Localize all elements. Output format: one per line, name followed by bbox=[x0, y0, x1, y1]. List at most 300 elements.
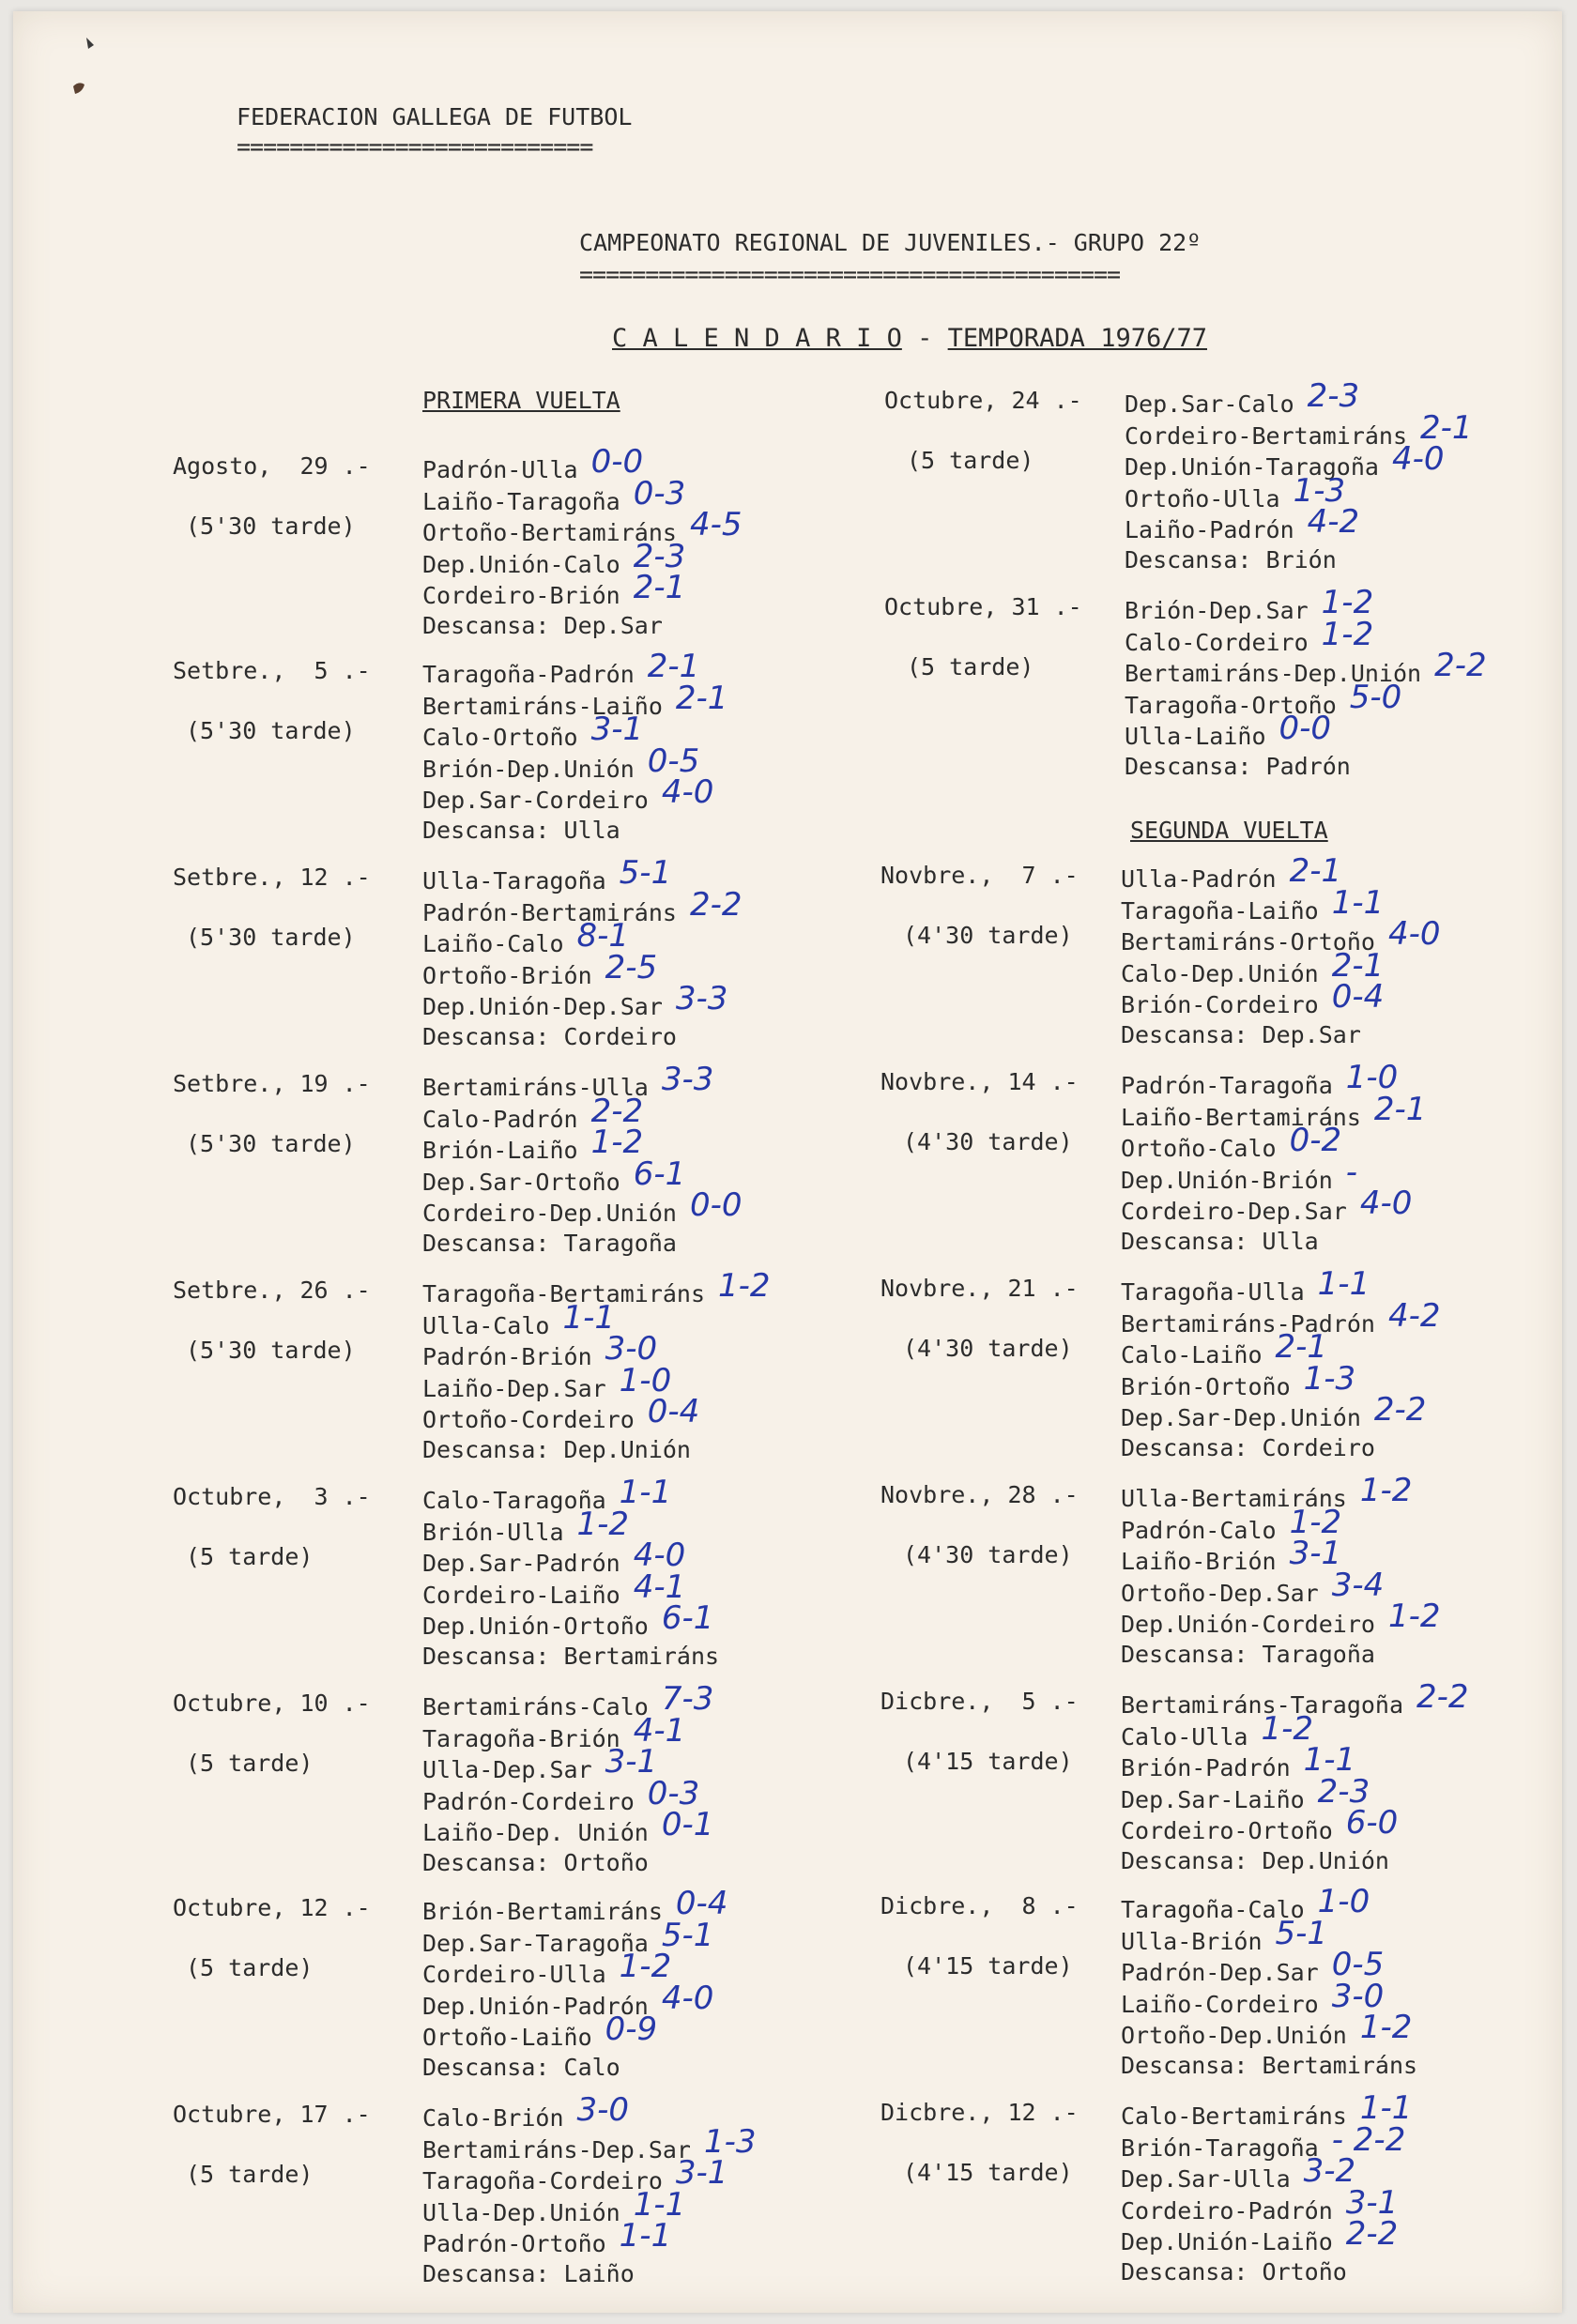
match-list bbox=[422, 1061, 743, 1260]
match-line bbox=[422, 1330, 771, 1371]
match-line bbox=[1121, 1709, 1469, 1751]
match-line bbox=[422, 980, 742, 1021]
match-line bbox=[422, 1361, 771, 1403]
round-date: Octubre, 31 .- bbox=[884, 593, 1082, 620]
kickoff-time: (5 tarde) bbox=[186, 1543, 314, 1570]
match-line bbox=[422, 537, 742, 579]
match-teams: Taragoña-Padrón bbox=[422, 661, 635, 688]
match-line bbox=[422, 679, 728, 721]
match-line bbox=[1121, 1122, 1426, 1163]
handwritten-score: 3-3 bbox=[675, 980, 728, 1018]
handwritten-score: 4-0 bbox=[1387, 915, 1441, 954]
handwritten-score: 2-2 bbox=[1345, 2215, 1399, 2254]
match-teams: Ulla-Dep.Unión bbox=[422, 2198, 620, 2226]
handwritten-score: 0-0 bbox=[1278, 710, 1332, 748]
match-list bbox=[1125, 584, 1487, 783]
handwritten-score: 1-1 bbox=[619, 2217, 672, 2255]
round-date: Octubre, 17 .- bbox=[173, 2101, 371, 2128]
handwritten-score: 5-1 bbox=[1275, 1914, 1328, 1952]
match-line bbox=[422, 2011, 727, 2052]
rest-team-label: Descansa: Ortoño bbox=[422, 1848, 649, 1876]
match-line bbox=[1121, 1741, 1469, 1782]
match-line bbox=[422, 1711, 713, 1753]
match-list bbox=[1121, 1472, 1441, 1671]
handwritten-score: 2-1 bbox=[1275, 1328, 1328, 1367]
handwritten-score: 1-2 bbox=[1321, 615, 1374, 653]
match-line bbox=[422, 569, 742, 610]
handwritten-score: 1-1 bbox=[633, 2185, 686, 2224]
round-date: Novbre., 28 .- bbox=[880, 1481, 1079, 1508]
rest-team-label: Descansa: Cordeiro bbox=[1121, 1433, 1375, 1461]
kickoff-time: (5 tarde) bbox=[907, 653, 1034, 680]
match-teams: Bertamiráns-Ortoño bbox=[1121, 928, 1375, 956]
handwritten-score: 2-2 bbox=[1416, 1678, 1469, 1716]
round-date: Agosto, 29 .- bbox=[173, 452, 371, 480]
handwritten-score: 2-3 bbox=[1307, 377, 1360, 415]
rest-team-line bbox=[422, 1847, 713, 1879]
rest-team-label: Descansa: Cordeiro bbox=[422, 1022, 677, 1050]
handwritten-score: 4-5 bbox=[689, 506, 743, 544]
handwritten-score: 3-4 bbox=[1331, 1566, 1385, 1604]
match-list bbox=[422, 854, 743, 1053]
match-teams: Ulla-Taragoña bbox=[422, 867, 606, 894]
handwritten-score: 1-2 bbox=[1359, 2009, 1413, 2047]
kickoff-time: (5'30 tarde) bbox=[186, 1337, 356, 1364]
rest-team-label: Descansa: Ulla bbox=[422, 816, 620, 844]
kickoff-time: (5'30 tarde) bbox=[186, 1130, 356, 1157]
handwritten-score: - 2-2 bbox=[1331, 2120, 1406, 2159]
match-teams: Laiño-Dep.Sar bbox=[422, 1374, 606, 1402]
rest-team-line bbox=[1121, 1226, 1426, 1258]
kickoff-time: (5'30 tarde) bbox=[186, 717, 356, 744]
kickoff-time: (4'30 tarde) bbox=[903, 1541, 1073, 1568]
match-teams: Ulla-Dep.Sar bbox=[422, 1756, 592, 1784]
handwritten-score: 1-2 bbox=[1359, 1472, 1413, 1509]
match-line bbox=[1125, 503, 1473, 544]
match-line bbox=[1121, 1185, 1426, 1226]
match-teams: Cordeiro-Ortoño bbox=[1121, 1817, 1333, 1845]
handwritten-score: 1-3 bbox=[703, 2122, 757, 2161]
handwritten-score: 1-3 bbox=[1303, 1359, 1356, 1398]
rest-team-label: Descansa: Dep.Sar bbox=[422, 611, 663, 639]
handwritten-score: 8-1 bbox=[576, 917, 630, 956]
rest-team-line bbox=[1121, 2050, 1417, 2082]
match-teams: Bertamiráns-Padrón bbox=[1121, 1309, 1375, 1338]
round-date: Setbre., 12 .- bbox=[173, 864, 371, 891]
match-teams: Dep.Sar-Laiño bbox=[1121, 1785, 1305, 1813]
round-date: Dicbre., 8 .- bbox=[880, 1892, 1079, 1919]
rest-team-line bbox=[422, 1021, 742, 1053]
rest-team-label: Descansa: Dep.Unión bbox=[1121, 1846, 1389, 1874]
document-page bbox=[13, 11, 1562, 2313]
match-teams: Padrón-Ortoño bbox=[422, 2230, 606, 2258]
match-teams: Calo-Taragoña bbox=[422, 1487, 606, 1514]
rest-team-line bbox=[1121, 1639, 1440, 1671]
match-line bbox=[1121, 1503, 1440, 1545]
championship-title: CAMPEONATO REGIONAL DE JUVENILES.- GRUPO 22º bbox=[579, 229, 1202, 256]
match-teams: Calo-Padrón bbox=[422, 1105, 578, 1133]
match-list bbox=[1121, 1265, 1441, 1464]
match-teams: Calo-Dep.Unión bbox=[1121, 959, 1319, 987]
match-line bbox=[1121, 915, 1441, 956]
handwritten-score: 1-2 bbox=[718, 1267, 771, 1305]
match-line bbox=[1121, 1883, 1417, 1924]
handwritten-score: 3-3 bbox=[661, 1061, 714, 1098]
handwritten-score: 1-2 bbox=[1261, 1709, 1314, 1748]
match-teams: Calo-Ulla bbox=[1121, 1722, 1248, 1751]
handwritten-score: 2-2 bbox=[590, 1092, 644, 1130]
rest-team-label: Descansa: Ulla bbox=[1121, 1227, 1319, 1255]
handwritten-score: 0-1 bbox=[661, 1806, 714, 1844]
rest-team-line bbox=[1121, 2256, 1412, 2288]
handwritten-score: 3-1 bbox=[605, 1743, 658, 1781]
match-line bbox=[1121, 1328, 1440, 1369]
match-teams: Cordeiro-Laiño bbox=[422, 1581, 620, 1609]
handwritten-score: 2-5 bbox=[605, 948, 658, 986]
handwritten-score: 0-2 bbox=[1289, 1122, 1342, 1160]
round-date: Octubre, 10 .- bbox=[173, 1689, 371, 1717]
round-date: Dicbre., 5 .- bbox=[880, 1688, 1079, 1715]
handwritten-score: 1-1 bbox=[619, 1474, 672, 1511]
handwritten-score: 2-1 bbox=[1289, 852, 1342, 890]
rest-team-label: Descansa: Taragoña bbox=[1121, 1640, 1375, 1668]
match-teams: Laiño-Dep. Unión bbox=[422, 1819, 649, 1847]
rest-team-line bbox=[422, 2258, 757, 2290]
match-line bbox=[1125, 584, 1487, 625]
kickoff-time: (4'15 tarde) bbox=[903, 1748, 1073, 1775]
rest-team-label: Descansa: Taragoña bbox=[422, 1229, 677, 1257]
calendar-heading bbox=[612, 324, 1207, 353]
match-list bbox=[422, 1474, 720, 1673]
handwritten-score: 2-2 bbox=[689, 885, 743, 924]
rest-team-line bbox=[1121, 1432, 1440, 1464]
match-teams: Ortoño-Dep.Unión bbox=[1121, 2022, 1347, 2050]
match-teams: Dep.Sar-Ortoño bbox=[422, 1168, 620, 1196]
match-teams: Brión-Ortoño bbox=[1121, 1372, 1291, 1400]
match-teams: Brión-Bertamiráns bbox=[422, 1898, 663, 1925]
match-list bbox=[422, 1267, 771, 1466]
handwritten-score: 2-1 bbox=[675, 679, 728, 717]
match-list bbox=[1125, 377, 1473, 576]
match-line bbox=[422, 1916, 727, 1958]
match-teams: Ulla-Bertamiráns bbox=[1121, 1485, 1347, 1512]
match-teams: Calo-Laiño bbox=[1121, 1341, 1263, 1369]
match-teams: Taragoña-Ulla bbox=[1121, 1278, 1305, 1306]
match-teams: Dep.Unión-Cordeiro bbox=[1121, 1611, 1375, 1639]
match-teams: Brión-Laiño bbox=[422, 1137, 578, 1165]
match-list bbox=[1121, 2089, 1413, 2288]
match-line bbox=[422, 1474, 719, 1515]
handwritten-score: 1-1 bbox=[562, 1298, 616, 1337]
match-line bbox=[1121, 2120, 1412, 2163]
match-list bbox=[422, 1885, 728, 2084]
round-date: Novbre., 7 .- bbox=[880, 862, 1079, 889]
handwritten-score: 4-2 bbox=[1387, 1296, 1441, 1335]
handwritten-score: 2-1 bbox=[647, 648, 700, 685]
kickoff-time: (5'30 tarde) bbox=[186, 924, 356, 951]
match-teams: Dep.Unión-Dep.Sar bbox=[422, 993, 663, 1021]
handwritten-score: 4-0 bbox=[661, 773, 714, 812]
handwritten-score: 0-0 bbox=[689, 1186, 743, 1225]
match-teams: Taragoña-Brión bbox=[422, 1724, 620, 1752]
handwritten-score: 6-0 bbox=[1345, 1804, 1399, 1842]
match-teams: Bertamiráns-Taragoña bbox=[1121, 1691, 1404, 1719]
match-list bbox=[422, 1680, 714, 1879]
handwritten-score: 1-0 bbox=[1317, 1883, 1370, 1920]
match-line bbox=[1125, 647, 1487, 688]
match-teams: Dep.Sar-Cordeiro bbox=[422, 787, 649, 815]
match-teams: Bertamiráns-Dep.Sar bbox=[422, 2135, 691, 2163]
handwritten-score: 2-1 bbox=[633, 569, 686, 607]
match-line bbox=[1121, 1772, 1469, 1814]
match-line bbox=[422, 1298, 771, 1340]
handwritten-score: 0-4 bbox=[1331, 978, 1385, 1017]
kickoff-time: (5'30 tarde) bbox=[186, 512, 356, 540]
federation-name: FEDERACION GALLEGA DE FUTBOL bbox=[237, 103, 633, 130]
match-teams: Laiño-Bertamiráns bbox=[1121, 1103, 1361, 1131]
round-date: Dicbre., 12 .- bbox=[880, 2099, 1079, 2126]
match-list bbox=[1121, 1678, 1469, 1877]
round-date: Octubre, 3 .- bbox=[173, 1483, 371, 1510]
rest-team-label: Descansa: Dep.Unión bbox=[422, 1435, 691, 1463]
match-list bbox=[1121, 1059, 1427, 1258]
match-teams: Ortoño-Ulla bbox=[1125, 484, 1280, 512]
match-teams: Bertamiráns-Dep.Unión bbox=[1125, 660, 1422, 688]
match-list bbox=[422, 443, 743, 642]
handwritten-score: 0-5 bbox=[1331, 1946, 1385, 1984]
match-line bbox=[1121, 1472, 1440, 1513]
handwritten-score: 0-4 bbox=[647, 1393, 700, 1431]
handwritten-score: 7-3 bbox=[661, 1680, 714, 1718]
match-teams: Laiño-Padrón bbox=[1125, 516, 1294, 544]
rest-team-label: Descansa: Laiño bbox=[422, 2259, 635, 2287]
rest-team-line bbox=[1125, 544, 1473, 576]
rest-team-line bbox=[1121, 1845, 1469, 1877]
match-teams: Calo-Ortoño bbox=[422, 724, 578, 752]
match-line bbox=[422, 1393, 771, 1434]
handwritten-score: 0-5 bbox=[647, 742, 700, 780]
round-date: Setbre., 26 .- bbox=[173, 1277, 371, 1304]
match-teams: Calo-Bertamiráns bbox=[1121, 2102, 1347, 2130]
handwritten-score: 0-0 bbox=[590, 443, 644, 481]
match-teams: Dep.Unión-Laiño bbox=[1121, 2228, 1333, 2256]
match-line bbox=[1125, 615, 1487, 657]
match-teams: Ortoño-Cordeiro bbox=[422, 1406, 635, 1434]
match-teams: Ulla-Padrón bbox=[1121, 865, 1277, 893]
handwritten-score: 6-1 bbox=[661, 1599, 714, 1638]
match-teams: Brión-Padrón bbox=[1121, 1754, 1291, 1782]
rest-team-label: Descansa: Calo bbox=[422, 2053, 620, 2081]
handwritten-score: 1-1 bbox=[1331, 883, 1385, 922]
round-date: Octubre, 24 .- bbox=[884, 387, 1082, 414]
match-list bbox=[1121, 852, 1441, 1051]
match-teams: Bertamiráns-Calo bbox=[422, 1693, 649, 1720]
match-teams: Taragoña-Calo bbox=[1121, 1896, 1305, 1923]
match-line bbox=[1121, 1535, 1440, 1576]
match-teams: Bertamiráns-Ulla bbox=[422, 1074, 649, 1101]
handwritten-score: 5-1 bbox=[661, 1916, 714, 1954]
handwritten-score: 5-1 bbox=[619, 854, 672, 892]
match-teams: Brión-Taragoña bbox=[1121, 2133, 1319, 2162]
kickoff-time: (4'30 tarde) bbox=[903, 922, 1073, 949]
match-teams: Ortoño-Brión bbox=[422, 961, 592, 989]
handwritten-score: 3-2 bbox=[1303, 2152, 1356, 2191]
handwritten-score: 3-1 bbox=[1345, 2183, 1399, 2222]
kickoff-time: (4'30 tarde) bbox=[903, 1128, 1073, 1155]
kickoff-time: (4'15 tarde) bbox=[903, 2159, 1073, 2186]
match-teams: Dep.Unión-Ortoño bbox=[422, 1613, 649, 1641]
match-line bbox=[422, 1599, 719, 1641]
match-line bbox=[422, 506, 743, 547]
match-teams: Laiño-Cordeiro bbox=[1121, 1990, 1319, 2018]
handwritten-score: 1-0 bbox=[619, 1361, 672, 1399]
rest-team-label: Descansa: Dep.Sar bbox=[1121, 1020, 1361, 1048]
match-teams: Dep.Unión-Calo bbox=[422, 550, 620, 578]
handwritten-score: 0-3 bbox=[647, 1774, 700, 1812]
match-teams: Ulla-Calo bbox=[422, 1311, 550, 1339]
match-line bbox=[422, 443, 742, 484]
match-teams: Padrón-Ulla bbox=[422, 456, 578, 483]
primera-vuelta-heading: PRIMERA VUELTA bbox=[422, 387, 620, 414]
match-teams: Padrón-Dep.Sar bbox=[1121, 1959, 1319, 1987]
round-date: Octubre, 12 .- bbox=[173, 1894, 371, 1921]
match-line bbox=[1121, 2215, 1412, 2256]
kickoff-time: (4'15 tarde) bbox=[903, 1952, 1073, 1980]
handwritten-score: 4-1 bbox=[633, 1711, 686, 1750]
match-teams: Calo-Cordeiro bbox=[1125, 628, 1309, 656]
handwritten-score: 1-2 bbox=[1289, 1503, 1342, 1541]
handwritten-score: 3-1 bbox=[675, 2154, 728, 2193]
match-teams: Padrón-Cordeiro bbox=[422, 1787, 635, 1815]
round-date: Novbre., 21 .- bbox=[880, 1275, 1079, 1302]
match-teams: Brión-Dep.Sar bbox=[1125, 597, 1309, 624]
match-teams: Padrón-Calo bbox=[1121, 1516, 1277, 1544]
kickoff-time: (5 tarde) bbox=[186, 2161, 314, 2188]
match-line bbox=[1121, 1090, 1427, 1132]
match-teams: Dep.Sar-Taragoña bbox=[422, 1929, 649, 1957]
handwritten-score: 5-0 bbox=[1349, 678, 1402, 716]
rest-team-line bbox=[1121, 1019, 1440, 1051]
handwritten-score: 3-0 bbox=[576, 2091, 630, 2129]
match-line bbox=[422, 2185, 757, 2227]
match-line bbox=[422, 1186, 743, 1228]
round-date: Novbre., 14 .- bbox=[880, 1068, 1079, 1095]
match-line bbox=[422, 773, 727, 815]
match-teams: Ortoño-Laiño bbox=[422, 2024, 592, 2052]
handwritten-score: 1-1 bbox=[1303, 1741, 1356, 1780]
handwritten-score: 2-3 bbox=[1317, 1772, 1370, 1811]
match-teams: Brión-Cordeiro bbox=[1121, 991, 1319, 1019]
match-line bbox=[1121, 978, 1440, 1019]
rest-team-line bbox=[422, 2052, 727, 2084]
match-line bbox=[422, 1061, 742, 1102]
round-date: Setbre., 19 .- bbox=[173, 1070, 371, 1097]
match-line bbox=[422, 1806, 714, 1847]
match-teams: Taragoña-Ortoño bbox=[1125, 691, 1337, 719]
handwritten-score: 3-1 bbox=[590, 711, 644, 749]
match-list bbox=[422, 2091, 757, 2290]
handwritten-score: 4-0 bbox=[1359, 1185, 1413, 1223]
match-line bbox=[1121, 946, 1440, 988]
match-line bbox=[422, 1979, 727, 2021]
handwritten-score: 1-1 bbox=[1317, 1265, 1370, 1303]
round-date: Setbre., 5 .- bbox=[173, 657, 371, 684]
match-list bbox=[1121, 1883, 1418, 2082]
match-line bbox=[422, 2154, 757, 2195]
match-teams: Brión-Dep.Unión bbox=[422, 755, 635, 783]
match-teams: Cordeiro-Dep.Unión bbox=[422, 1200, 677, 1228]
match-line bbox=[1121, 2009, 1417, 2050]
handwritten-score: 0-3 bbox=[633, 474, 686, 512]
match-teams: Padrón-Bertamiráns bbox=[422, 898, 677, 926]
match-teams: Ortoño-Dep.Sar bbox=[1121, 1579, 1319, 1607]
handwritten-score: 2-2 bbox=[1373, 1391, 1427, 1430]
match-line bbox=[422, 1124, 742, 1165]
ink-smudge bbox=[60, 32, 98, 107]
kickoff-time: (4'30 tarde) bbox=[903, 1335, 1073, 1362]
handwritten-score: 4-0 bbox=[1391, 440, 1445, 479]
handwritten-score: 2-1 bbox=[1373, 1090, 1427, 1128]
match-teams: Dep.Sar-Calo bbox=[1125, 390, 1294, 418]
match-teams: Taragoña-Laiño bbox=[1121, 896, 1319, 925]
match-teams: Taragoña-Cordeiro bbox=[422, 2167, 663, 2195]
handwritten-score: 6-1 bbox=[633, 1154, 686, 1193]
match-teams: Cordeiro-Dep.Sar bbox=[1121, 1198, 1347, 1226]
rest-team-label: Descansa: Bertamiráns bbox=[1121, 2051, 1418, 2079]
handwritten-score: - bbox=[1345, 1153, 1358, 1191]
match-teams: Cordeiro-Bertamiráns bbox=[1125, 421, 1408, 450]
match-teams: Ortoño-Bertamiráns bbox=[422, 519, 677, 547]
handwritten-score: 2-3 bbox=[633, 537, 686, 575]
handwritten-score: 4-2 bbox=[1307, 503, 1360, 542]
handwritten-score: 0-4 bbox=[675, 1885, 728, 1922]
match-line bbox=[1121, 852, 1440, 894]
handwritten-score: 1-2 bbox=[576, 1505, 630, 1543]
handwritten-score: 2-1 bbox=[1331, 946, 1385, 985]
match-teams: Laiño-Calo bbox=[422, 930, 564, 958]
handwritten-score: 3-1 bbox=[1289, 1535, 1342, 1573]
rest-team-line bbox=[1125, 751, 1487, 783]
handwritten-score: 4-0 bbox=[633, 1537, 686, 1575]
calendar-word: C A L E N D A R I O bbox=[612, 324, 902, 353]
match-line bbox=[1121, 1598, 1441, 1639]
kickoff-time: (5 tarde) bbox=[186, 1954, 314, 1981]
handwritten-score: 2-1 bbox=[1420, 408, 1473, 447]
match-teams: Brión-Ulla bbox=[422, 1518, 564, 1546]
rest-team-label: Descansa: Ortoño bbox=[1121, 2257, 1347, 2286]
segunda-vuelta-heading: SEGUNDA VUELTA bbox=[1130, 817, 1328, 844]
calendar-separator: - bbox=[901, 324, 948, 353]
match-line bbox=[422, 1092, 742, 1134]
match-list bbox=[422, 648, 728, 847]
rest-team-line bbox=[422, 1641, 719, 1673]
match-teams: Dep.Sar-Ulla bbox=[1121, 2165, 1291, 2194]
kickoff-time: (5 tarde) bbox=[186, 1750, 314, 1777]
handwritten-score: 1-1 bbox=[1359, 2089, 1413, 2127]
handwritten-score: 3-0 bbox=[1331, 1977, 1385, 2015]
match-teams: Bertamiráns-Laiño bbox=[422, 692, 663, 720]
handwritten-score: 1-2 bbox=[590, 1124, 644, 1162]
rest-team-line bbox=[422, 1434, 771, 1466]
handwritten-score: 1-3 bbox=[1293, 471, 1346, 510]
handwritten-score: 1-2 bbox=[1387, 1598, 1441, 1636]
rest-team-line bbox=[422, 815, 727, 847]
match-line bbox=[1125, 471, 1473, 513]
match-teams: Dep.Unión-Brión bbox=[1121, 1166, 1333, 1194]
match-teams: Ulla-Brión bbox=[1121, 1927, 1263, 1955]
rest-team-label: Descansa: Bertamiráns bbox=[422, 1642, 720, 1670]
match-teams: Taragoña-Bertamiráns bbox=[422, 1280, 706, 1307]
